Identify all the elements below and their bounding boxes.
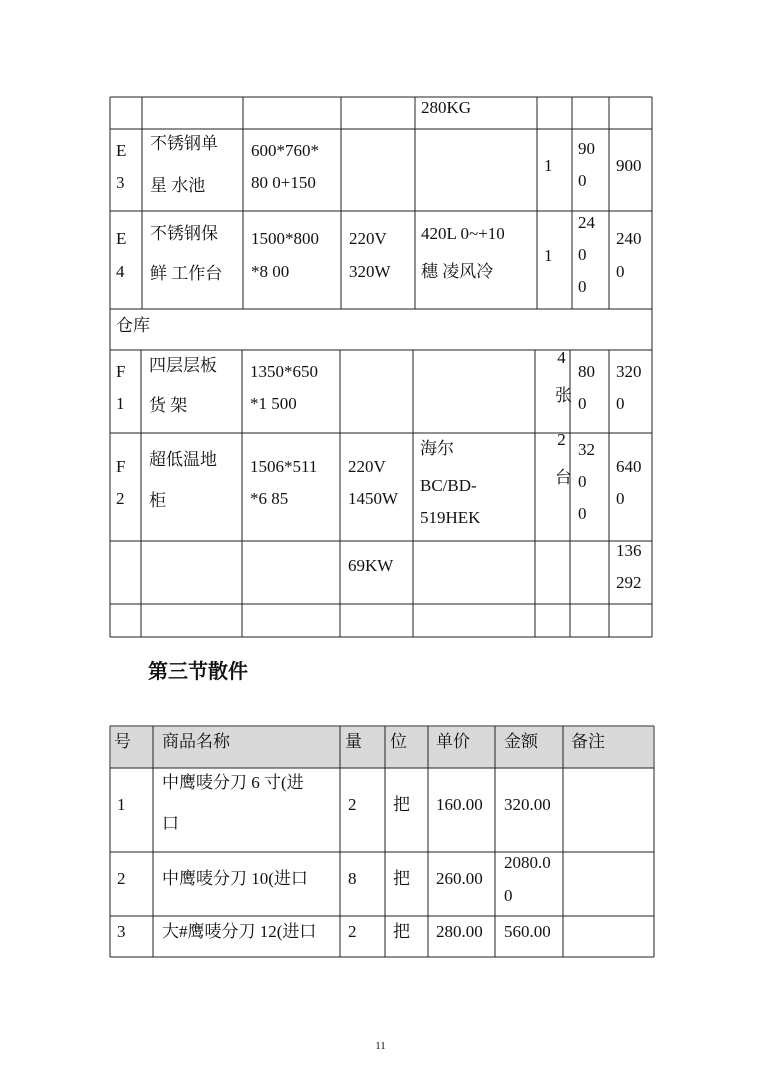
cell-f2-price: 32 — [578, 440, 595, 459]
header-no: 号 — [114, 732, 131, 751]
cell-e4-name: 不锈钢保 — [150, 224, 218, 243]
cell-e4-name: 鲜 工作台 — [150, 264, 223, 283]
row3-unit: 把 — [393, 922, 410, 941]
row2-no: 2 — [117, 869, 126, 888]
row3-amount: 560.00 — [504, 922, 551, 941]
cell-e4-price: 0 — [578, 277, 587, 296]
cell-e3-price: 90 — [578, 139, 595, 158]
header-amount: 金额 — [504, 732, 538, 751]
cell-f1-name: 四层层板 — [149, 356, 217, 375]
cell-e4-power: 220V — [349, 229, 387, 248]
cell-e4-size: *8 00 — [251, 262, 290, 281]
cell-f2-price: 0 — [578, 504, 587, 523]
cell-f1-amount: 320 — [616, 362, 642, 381]
cell-f1-size: 1350*650 — [250, 362, 318, 381]
row2-amount: 2080.0 — [504, 853, 551, 872]
cell-e4-no: E — [116, 229, 127, 248]
cell-f2-power: 220V — [348, 457, 386, 476]
cell-f2-no: F — [116, 457, 126, 476]
cell-e4-no: 4 — [116, 262, 125, 281]
cell-f2-no: 2 — [116, 489, 125, 508]
header-note: 备注 — [571, 732, 605, 751]
row2-qty: 8 — [348, 869, 357, 888]
cell-e4-spec: 420L 0~+10 — [421, 224, 505, 243]
row1-name: 口 — [162, 814, 179, 833]
page-number: 11 — [375, 1040, 386, 1052]
cell-e3-price: 0 — [578, 171, 587, 190]
section-title: 第三节散件 — [148, 659, 248, 683]
cell-f2-size: *6 85 — [250, 489, 289, 508]
cell-e3-qty: 1 — [544, 156, 553, 175]
cell-f1-size: *1 500 — [250, 394, 297, 413]
header-price: 单价 — [436, 732, 470, 751]
cell-f1-price: 80 — [578, 362, 595, 381]
cell-e3-no: E — [116, 141, 127, 160]
cell-e4-power: 320W — [349, 262, 391, 281]
cell-total-amount: 136 — [616, 541, 642, 560]
cell-e4-spec: 穗 凌风冷 — [421, 262, 494, 281]
row1-name: 中鹰唛分刀 6 寸(进 — [162, 773, 304, 792]
cell-e3-size: 600*760* — [251, 141, 319, 160]
row3-no: 3 — [117, 922, 126, 941]
cell-e4-amount: 0 — [616, 262, 625, 281]
cell-top-spec: 280KG — [421, 98, 472, 117]
cell-f2-amount: 0 — [616, 489, 625, 508]
row2-name: 中鹰唛分刀 10(进口 — [162, 869, 308, 888]
row2-amount: 0 — [504, 886, 513, 905]
row1-no: 1 — [117, 795, 126, 814]
cell-f2-spec: 海尔 — [420, 439, 454, 458]
header-qty: 量 — [345, 732, 362, 751]
header-name: 商品名称 — [162, 732, 230, 751]
row3-qty: 2 — [348, 922, 357, 941]
warehouse-label: 仓库 — [116, 316, 150, 335]
cell-e3-name: 星 水池 — [150, 176, 206, 195]
cell-e3-size: 80 0+150 — [251, 173, 316, 192]
cell-f1-name: 货 架 — [149, 396, 188, 415]
cell-f2-size: 1506*511 — [250, 457, 318, 476]
cell-f2-price: 0 — [578, 472, 587, 491]
cell-f1-no: F — [116, 362, 126, 381]
cell-f1-price: 0 — [578, 394, 587, 413]
row1-price: 160.00 — [436, 795, 483, 814]
cell-e4-qty: 1 — [544, 246, 553, 265]
cell-total-amount: 292 — [616, 573, 642, 592]
cell-e3-no: 3 — [116, 173, 125, 192]
row3-price: 280.00 — [436, 922, 483, 941]
cell-e3-name: 不锈钢单 — [150, 134, 218, 153]
row1-qty: 2 — [348, 795, 357, 814]
cell-e4-size: 1500*800 — [251, 229, 319, 248]
cell-f1-no: 1 — [116, 394, 125, 413]
header-unit: 位 — [390, 732, 407, 751]
cell-e3-amount: 900 — [616, 156, 642, 175]
cell-e4-amount: 240 — [616, 229, 642, 248]
cell-f2-power: 1450W — [348, 489, 399, 508]
cell-f2-amount: 640 — [616, 457, 642, 476]
cell-e4-price: 0 — [578, 245, 587, 264]
cell-f2-name: 柜 — [149, 491, 166, 510]
cell-f2-spec: 519HEK — [420, 508, 481, 527]
row3-name: 大#鹰唛分刀 12(进口 — [162, 922, 317, 941]
cell-f2-qty-unit: 2 台 — [552, 430, 571, 485]
row1-unit: 把 — [393, 795, 410, 814]
cell-total-power: 69KW — [348, 556, 394, 575]
row2-price: 260.00 — [436, 869, 483, 888]
row2-unit: 把 — [393, 869, 410, 888]
cell-f1-amount: 0 — [616, 394, 625, 413]
cell-f2-name: 超低温地 — [149, 450, 217, 469]
row1-amount: 320.00 — [504, 795, 551, 814]
cell-f1-qty-unit: 4 张 — [552, 348, 571, 403]
cell-e4-price: 24 — [578, 213, 595, 232]
cell-f2-spec: BC/BD- — [420, 476, 477, 495]
